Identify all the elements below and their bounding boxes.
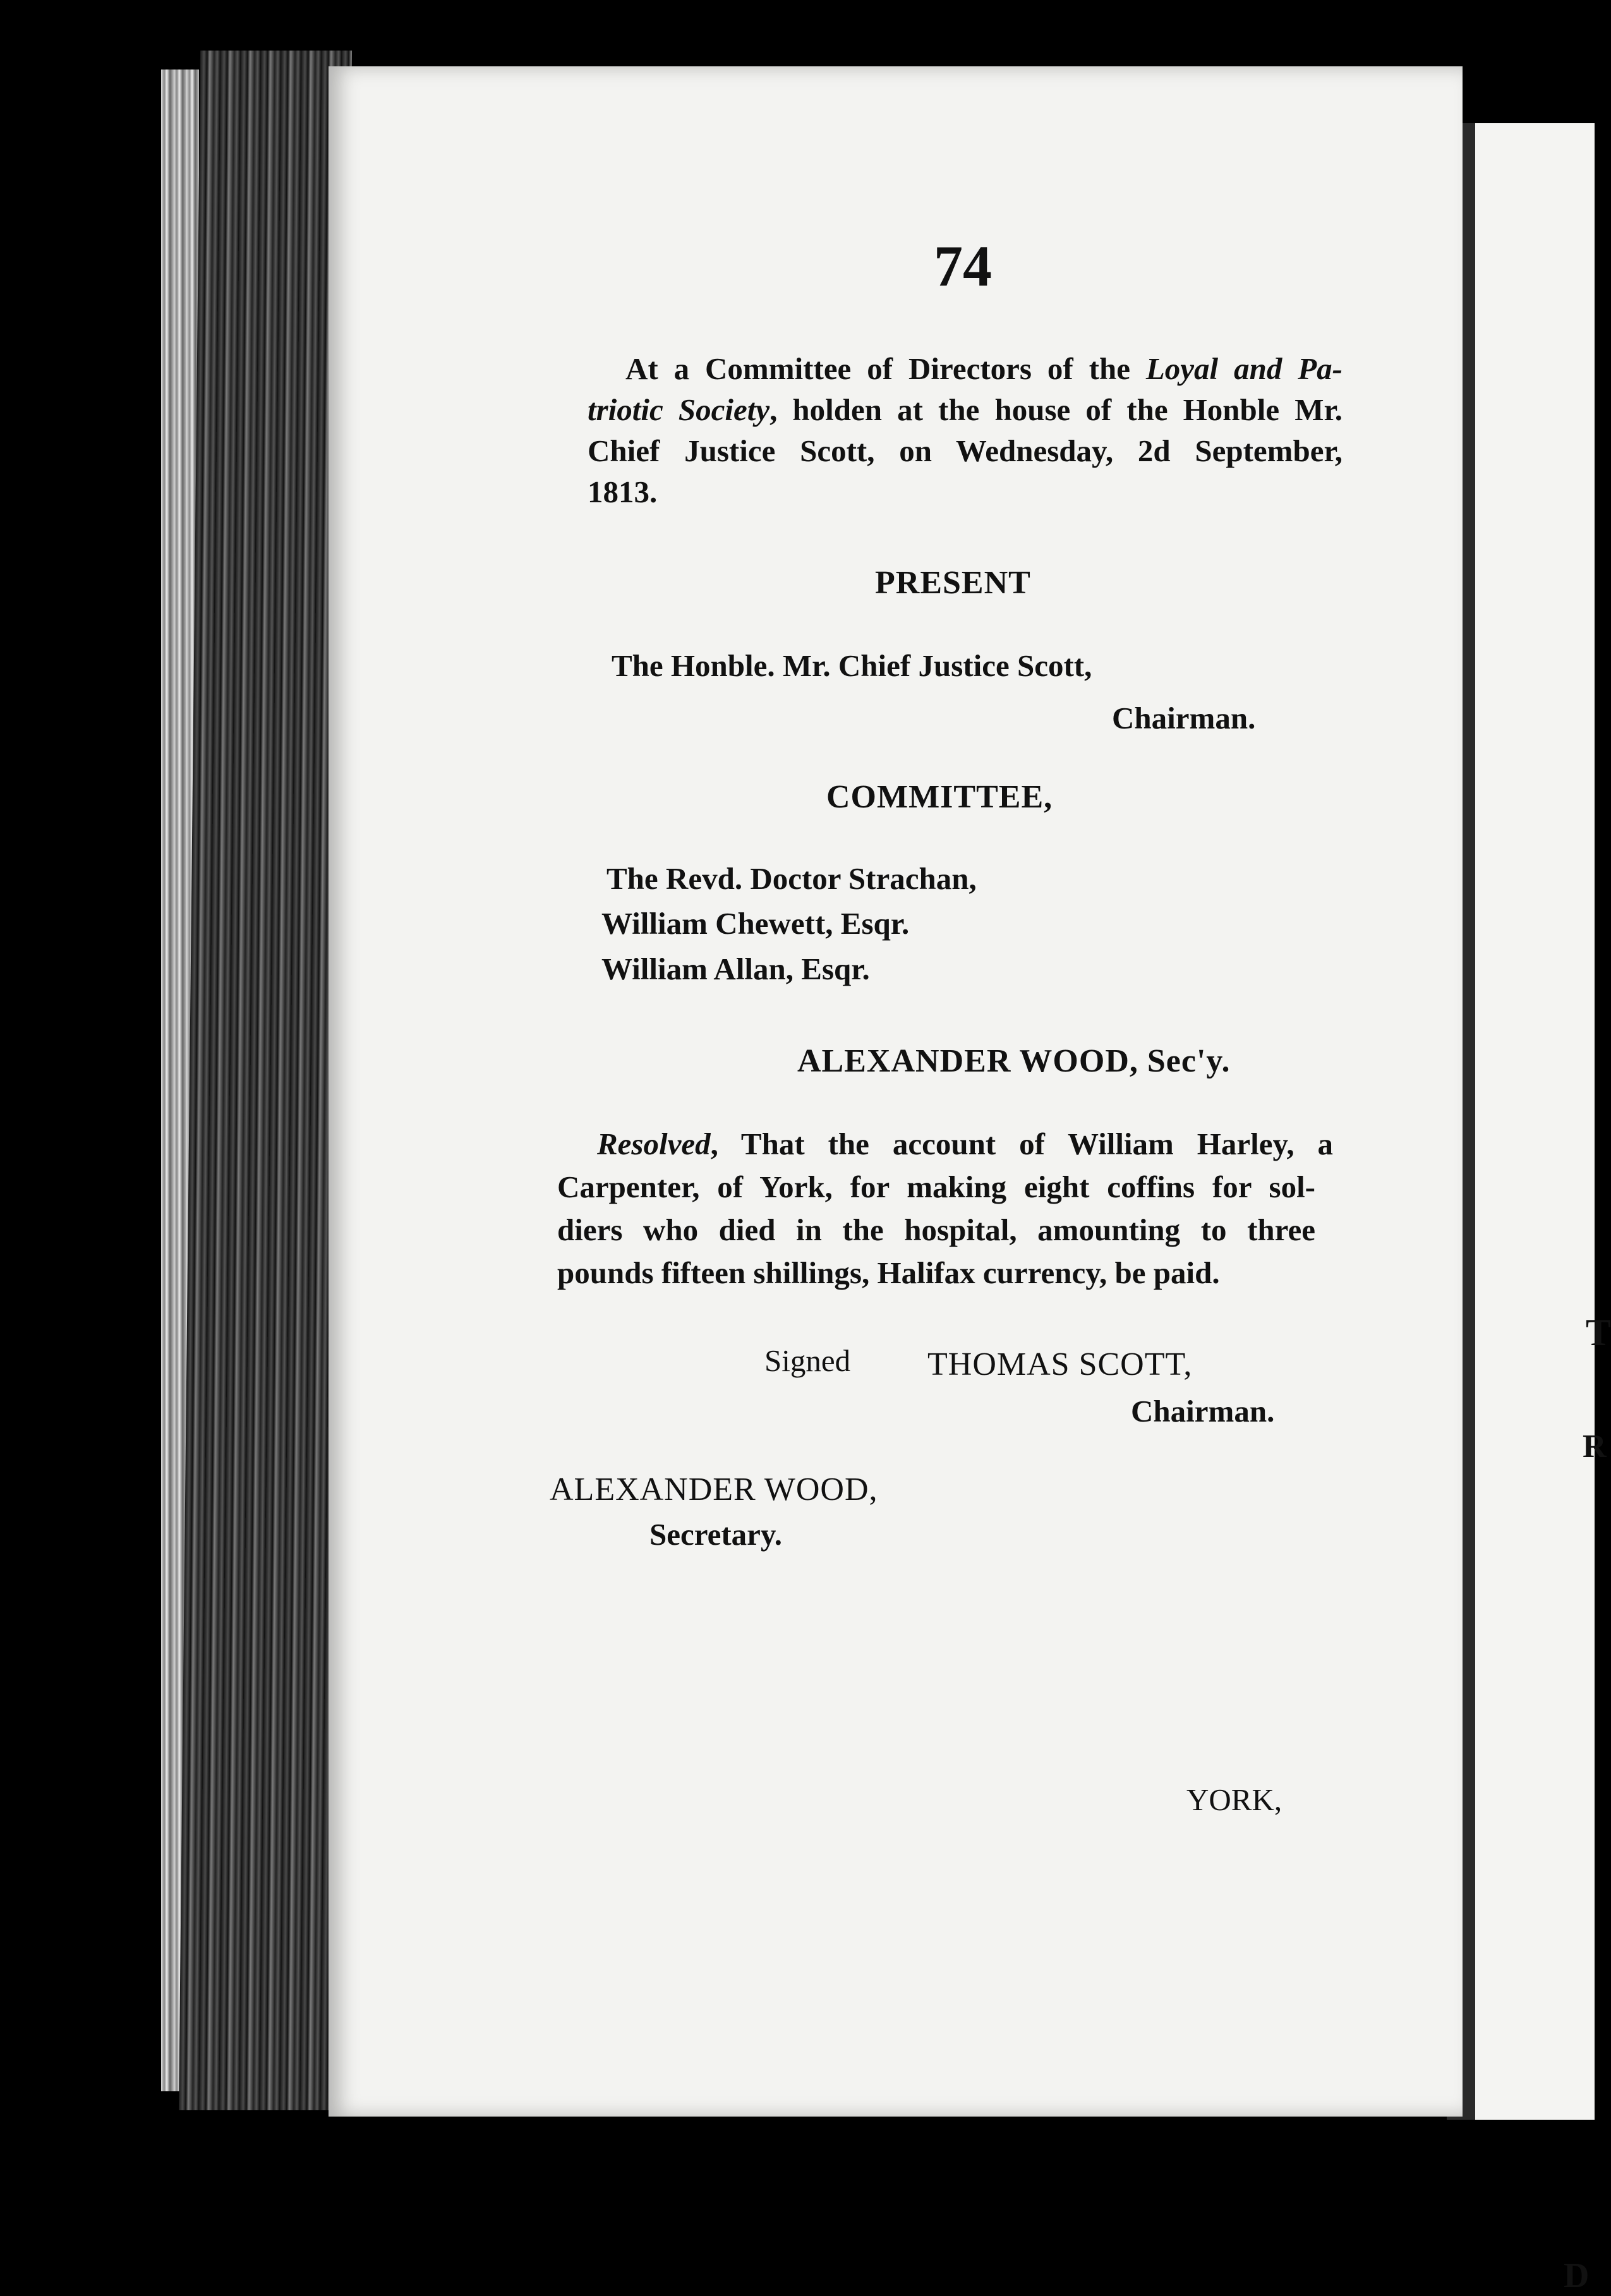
next-page-fragment: R [1583, 1429, 1607, 1465]
committee-member: William Allan, Esqr. [601, 952, 870, 986]
attest-title: Secretary. [649, 1517, 782, 1552]
page-number: 74 [934, 234, 992, 298]
intro-line-1: At a Committee of Directors of the Loyal and Pa- [625, 351, 1342, 386]
next-page-strip [1475, 123, 1611, 2295]
intro-line-2: triotic Society, holden at the house of the Honble Mr. [588, 392, 1343, 427]
signed-label: Signed [764, 1343, 851, 1378]
attest-name: ALEXANDER WOOD, [550, 1471, 878, 1508]
next-page-fragment: D [1564, 2256, 1590, 2295]
signer-name: THOMAS SCOTT, [927, 1346, 1193, 1382]
resolution-line-4: pounds fifteen shillings, Halifax currency, be paid. [557, 1255, 1220, 1290]
committee-heading: COMMITTEE, [826, 779, 1053, 815]
catchword: YORK, [1186, 1782, 1282, 1817]
intro-line-4: 1813. [588, 474, 658, 509]
chairman-title: Chairman. [1112, 701, 1256, 735]
intro-line-3: Chief Justice Scott, on Wednesday, 2d September, [588, 433, 1342, 468]
resolution-line-3: diers who died in the hospital, amounting to three [557, 1212, 1315, 1247]
committee-member: The Revd. Doctor Strachan, [606, 861, 977, 896]
signer-title: Chairman. [1131, 1394, 1275, 1429]
present-heading: PRESENT [875, 565, 1031, 601]
book-page-edges [179, 51, 352, 2110]
committee-member: William Chewett, Esqr. [601, 906, 910, 941]
resolution-line-2: Carpenter, of York, for making eight coffins for sol- [557, 1169, 1315, 1204]
next-page-fragment: T [1586, 1312, 1611, 1353]
secretary-line: ALEXANDER WOOD, Sec'y. [797, 1043, 1231, 1079]
resolution-line-1: Resolved, That the account of William Harley, a [597, 1127, 1333, 1161]
chairman-name: The Honble. Mr. Chief Justice Scott, [612, 648, 1092, 683]
